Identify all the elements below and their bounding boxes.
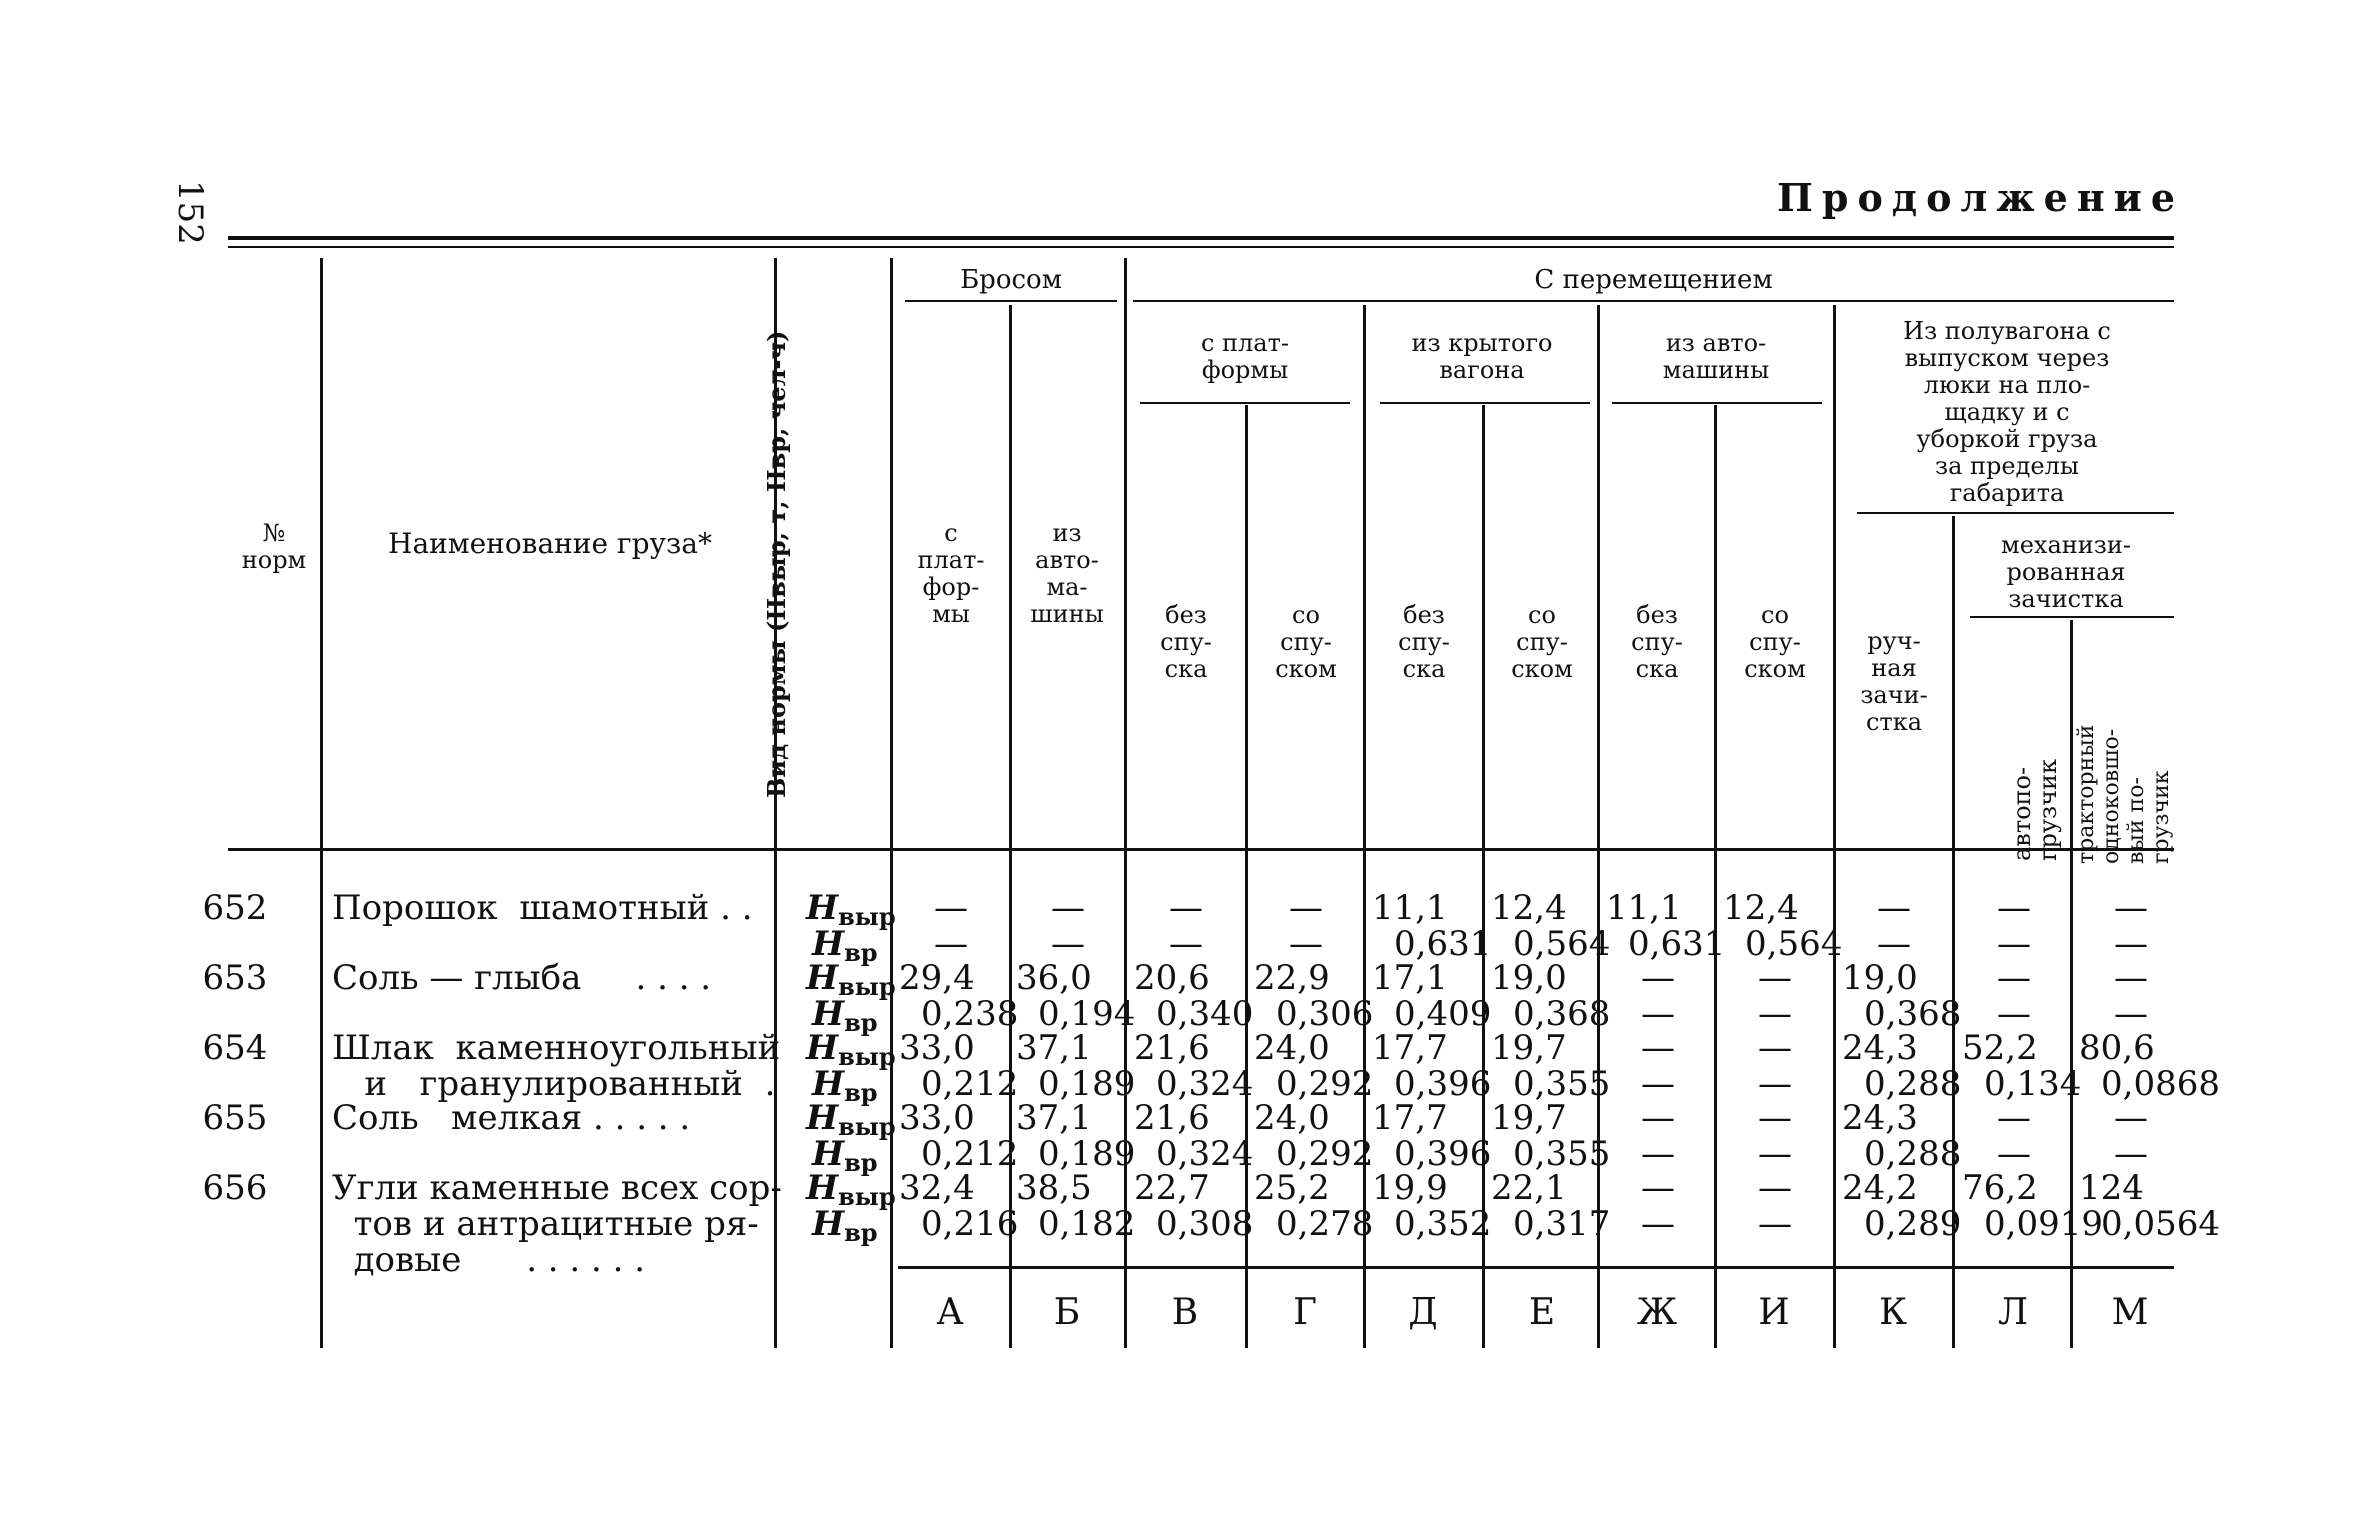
cargo-name-line: Соль мелкая . . . . . [332,1098,691,1138]
header-without-descent-2: без спу- ска [1398,601,1450,683]
value-cell: 0,631 [1394,924,1492,964]
header-with-descent-1: со спу- ском [1275,601,1337,683]
value-cell: 0,396 [1394,1134,1492,1174]
value-cell: — [2114,994,2148,1034]
value-cell: 12,4 [1723,888,1799,928]
value-cell: 24,3 [1842,1098,1918,1138]
value-cell: 0,292 [1276,1064,1374,1104]
row-number: 652 [202,888,268,928]
value-cell: 0,182 [1038,1204,1136,1244]
header-manual-cleaning: руч- ная зачи- стка [1860,627,1928,736]
value-cell: 0,368 [1864,994,1962,1034]
value-cell: 25,2 [1254,1168,1330,1208]
value-cell: 0,324 [1156,1134,1254,1174]
value-cell: 0,292 [1276,1134,1374,1174]
header-from-platform: с плат- формы [1200,329,1289,384]
value-cell: 19,0 [1491,958,1567,998]
value-cell: 76,2 [1962,1168,2038,1208]
value-cell: — [1997,994,2031,1034]
value-cell: 0,288 [1864,1064,1962,1104]
value-cell: 32,4 [899,1168,975,1208]
value-cell: — [2114,888,2148,928]
column-letter: Г [1293,1292,1317,1333]
norm-symbol: Н [806,958,839,998]
value-cell: — [1758,1204,1792,1244]
value-cell: — [2114,958,2148,998]
value-cell: — [1758,1168,1792,1208]
norm-subscript: выр [838,902,896,931]
value-cell: — [1641,1204,1675,1244]
value-cell: — [1758,958,1792,998]
value-cell: 0,317 [1513,1204,1611,1244]
value-cell: — [1758,994,1792,1034]
column-letter: М [2111,1292,2149,1333]
value-cell: — [1169,888,1203,928]
value-cell: — [1051,924,1085,964]
row-number: 656 [202,1168,268,1208]
header-with-descent-2: со спу- ском [1511,601,1573,683]
norm-symbol: Н [806,1028,839,1068]
value-cell: — [1641,1064,1675,1104]
header-from-covered: из крытого вагона [1411,329,1553,384]
value-cell: 0,352 [1394,1204,1492,1244]
column-letter: К [1879,1292,1907,1333]
value-cell: 124 [2079,1168,2144,1208]
value-cell: 0,631 [1628,924,1726,964]
header-cargo-name: Наименование груза* [388,527,712,560]
continuation-title: Продолжение [1777,175,2184,220]
value-cell: 19,0 [1842,958,1918,998]
value-cell: — [2114,1134,2148,1174]
norm-symbol: Н [812,1064,845,1104]
value-cell: 38,5 [1016,1168,1092,1208]
cargo-name-line: довые . . . . . . [332,1240,646,1280]
value-cell: — [1289,924,1323,964]
value-cell: 24,0 [1254,1098,1330,1138]
column-letter: И [1758,1292,1790,1333]
value-cell: 36,0 [1016,958,1092,998]
value-cell: 33,0 [899,1098,975,1138]
column-letter: Л [1997,1292,2029,1333]
value-cell: 33,0 [899,1028,975,1068]
row-number: 653 [202,958,268,998]
norm-subscript: вр [844,1008,878,1037]
value-cell: — [1997,1134,2031,1174]
value-cell: — [1758,1028,1792,1068]
value-cell: — [1641,958,1675,998]
value-cell: 0,564 [1513,924,1611,964]
value-cell: 0,288 [1864,1134,1962,1174]
value-cell: 20,6 [1134,958,1210,998]
cargo-name-line: Шлак каменноугольный [332,1028,781,1068]
header-with-descent-3: со спу- ском [1744,601,1806,683]
norm-subscript: выр [838,1112,896,1141]
value-cell: — [1758,1064,1792,1104]
value-cell: 17,7 [1372,1028,1448,1068]
value-cell: 19,9 [1372,1168,1448,1208]
value-cell: 11,1 [1606,888,1682,928]
value-cell: 0,340 [1156,994,1254,1034]
row-number: 654 [202,1028,268,1068]
value-cell: 21,6 [1134,1098,1210,1138]
value-cell: — [2114,1098,2148,1138]
header-throw-truck: из авто- ма- шины [1030,519,1104,628]
value-cell: 0,189 [1038,1134,1136,1174]
value-cell: 24,3 [1842,1028,1918,1068]
value-cell: 0,0868 [2101,1064,2220,1104]
norm-subscript: выр [838,972,896,1001]
value-cell: 21,6 [1134,1028,1210,1068]
cargo-name-line: и гранулированный . [332,1064,776,1104]
value-cell: 0,396 [1394,1064,1492,1104]
value-cell: — [934,888,968,928]
value-cell: — [1641,994,1675,1034]
norm-symbol: Н [812,1204,845,1244]
value-cell: — [1758,1098,1792,1138]
value-cell: — [1877,888,1911,928]
page-number: 152 [170,180,210,245]
value-cell: 24,0 [1254,1028,1330,1068]
value-cell: 22,7 [1134,1168,1210,1208]
value-cell: 80,6 [2079,1028,2155,1068]
norm-symbol: Н [806,1098,839,1138]
value-cell: 0,289 [1864,1204,1962,1244]
value-cell: 12,4 [1491,888,1567,928]
value-cell: 0,216 [921,1204,1019,1244]
header-gondola: Из полувагона с выпуском через люки на пло- щадку и с уборкой груза за пределы габарита [1903,317,2111,507]
value-cell: — [1641,1098,1675,1138]
value-cell: 24,2 [1842,1168,1918,1208]
value-cell: 52,2 [1962,1028,2038,1068]
value-cell: 0,306 [1276,994,1374,1034]
norm-subscript: вр [844,1218,878,1247]
value-cell: — [934,924,968,964]
norm-subscript: выр [838,1042,896,1071]
value-cell: 17,1 [1372,958,1448,998]
norm-subscript: вр [844,1148,878,1177]
norm-type-label [812,1206,878,1251]
cargo-name-line: Угли каменные всех сор- [332,1168,782,1208]
column-letter: Д [1408,1292,1438,1333]
value-cell: 0,212 [921,1064,1019,1104]
header-norm-type: Вид нормы (Нвыр, т, Нвр, чел-ч) [762,330,791,798]
header-move-group: С перемещением [1534,265,1773,295]
value-cell: 29,4 [899,958,975,998]
value-cell: 0,564 [1745,924,1843,964]
cargo-name-line: Порошок шамотный . . [332,888,753,928]
value-cell: — [1758,1134,1792,1174]
value-cell: 0,355 [1513,1064,1611,1104]
value-cell: — [1997,888,2031,928]
value-cell: 0,278 [1276,1204,1374,1244]
value-cell: 19,7 [1491,1098,1567,1138]
value-cell: 11,1 [1372,888,1448,928]
norm-symbol: Н [812,1134,845,1174]
header-without-descent-3: без спу- ска [1631,601,1683,683]
norm-subscript: выр [838,1182,896,1211]
column-letter: Е [1528,1292,1556,1333]
header-from-truck: из авто- машины [1662,329,1770,384]
value-cell: 37,1 [1016,1098,1092,1138]
norm-subscript: вр [844,938,878,967]
value-cell: — [1877,924,1911,964]
value-cell: 0,0919 [1984,1204,2103,1244]
header-mechanized-cleaning: механизи- рованная зачистка [2001,531,2131,613]
value-cell: 0,189 [1038,1064,1136,1104]
value-cell: 0,355 [1513,1134,1611,1174]
norm-symbol: Н [812,994,845,1034]
value-cell: 22,1 [1491,1168,1567,1208]
value-cell: 0,308 [1156,1204,1254,1244]
value-cell: 0,324 [1156,1064,1254,1104]
value-cell: — [1997,1098,2031,1138]
column-letter: Б [1053,1292,1081,1333]
column-letter: А [936,1292,964,1333]
header-tractor-loader: тракторный одноковшо- вый по- грузчик [2074,724,2174,864]
value-cell: 37,1 [1016,1028,1092,1068]
norm-symbol: Н [806,888,839,928]
header-without-descent-1: без спу- ска [1160,601,1212,683]
value-cell: — [1051,888,1085,928]
cargo-name-line: Соль — глыба . . . . [332,958,712,998]
cargo-name-line: тов и антрацитные ря- [332,1204,759,1244]
value-cell: 0,212 [921,1134,1019,1174]
value-cell: — [1997,924,2031,964]
value-cell: — [1289,888,1323,928]
value-cell: 0,194 [1038,994,1136,1034]
value-cell: 0,238 [921,994,1019,1034]
value-cell: 0,368 [1513,994,1611,1034]
column-letter: В [1171,1292,1199,1333]
value-cell: — [2114,924,2148,964]
value-cell: — [1641,1168,1675,1208]
value-cell: 22,9 [1254,958,1330,998]
value-cell: 0,0564 [2101,1204,2220,1244]
value-cell: 0,409 [1394,994,1492,1034]
norm-subscript: вр [844,1078,878,1107]
value-cell: — [1997,958,2031,998]
value-cell: — [1169,924,1203,964]
header-throw-group: Бросом [960,265,1062,295]
header-auto-loader: автопо- грузчик [2008,758,2062,861]
value-cell: — [1641,1028,1675,1068]
value-cell: 0,134 [1984,1064,2082,1104]
value-cell: 19,7 [1491,1028,1567,1068]
header-throw-platform: с плат- фор- мы [917,519,985,628]
column-letter: Ж [1636,1292,1678,1333]
value-cell: 17,7 [1372,1098,1448,1138]
header-norm-no: № норм [241,519,307,574]
value-cell: — [1641,1134,1675,1174]
norm-symbol: Н [806,1168,839,1208]
row-number: 655 [202,1098,268,1138]
norm-symbol: Н [812,924,845,964]
